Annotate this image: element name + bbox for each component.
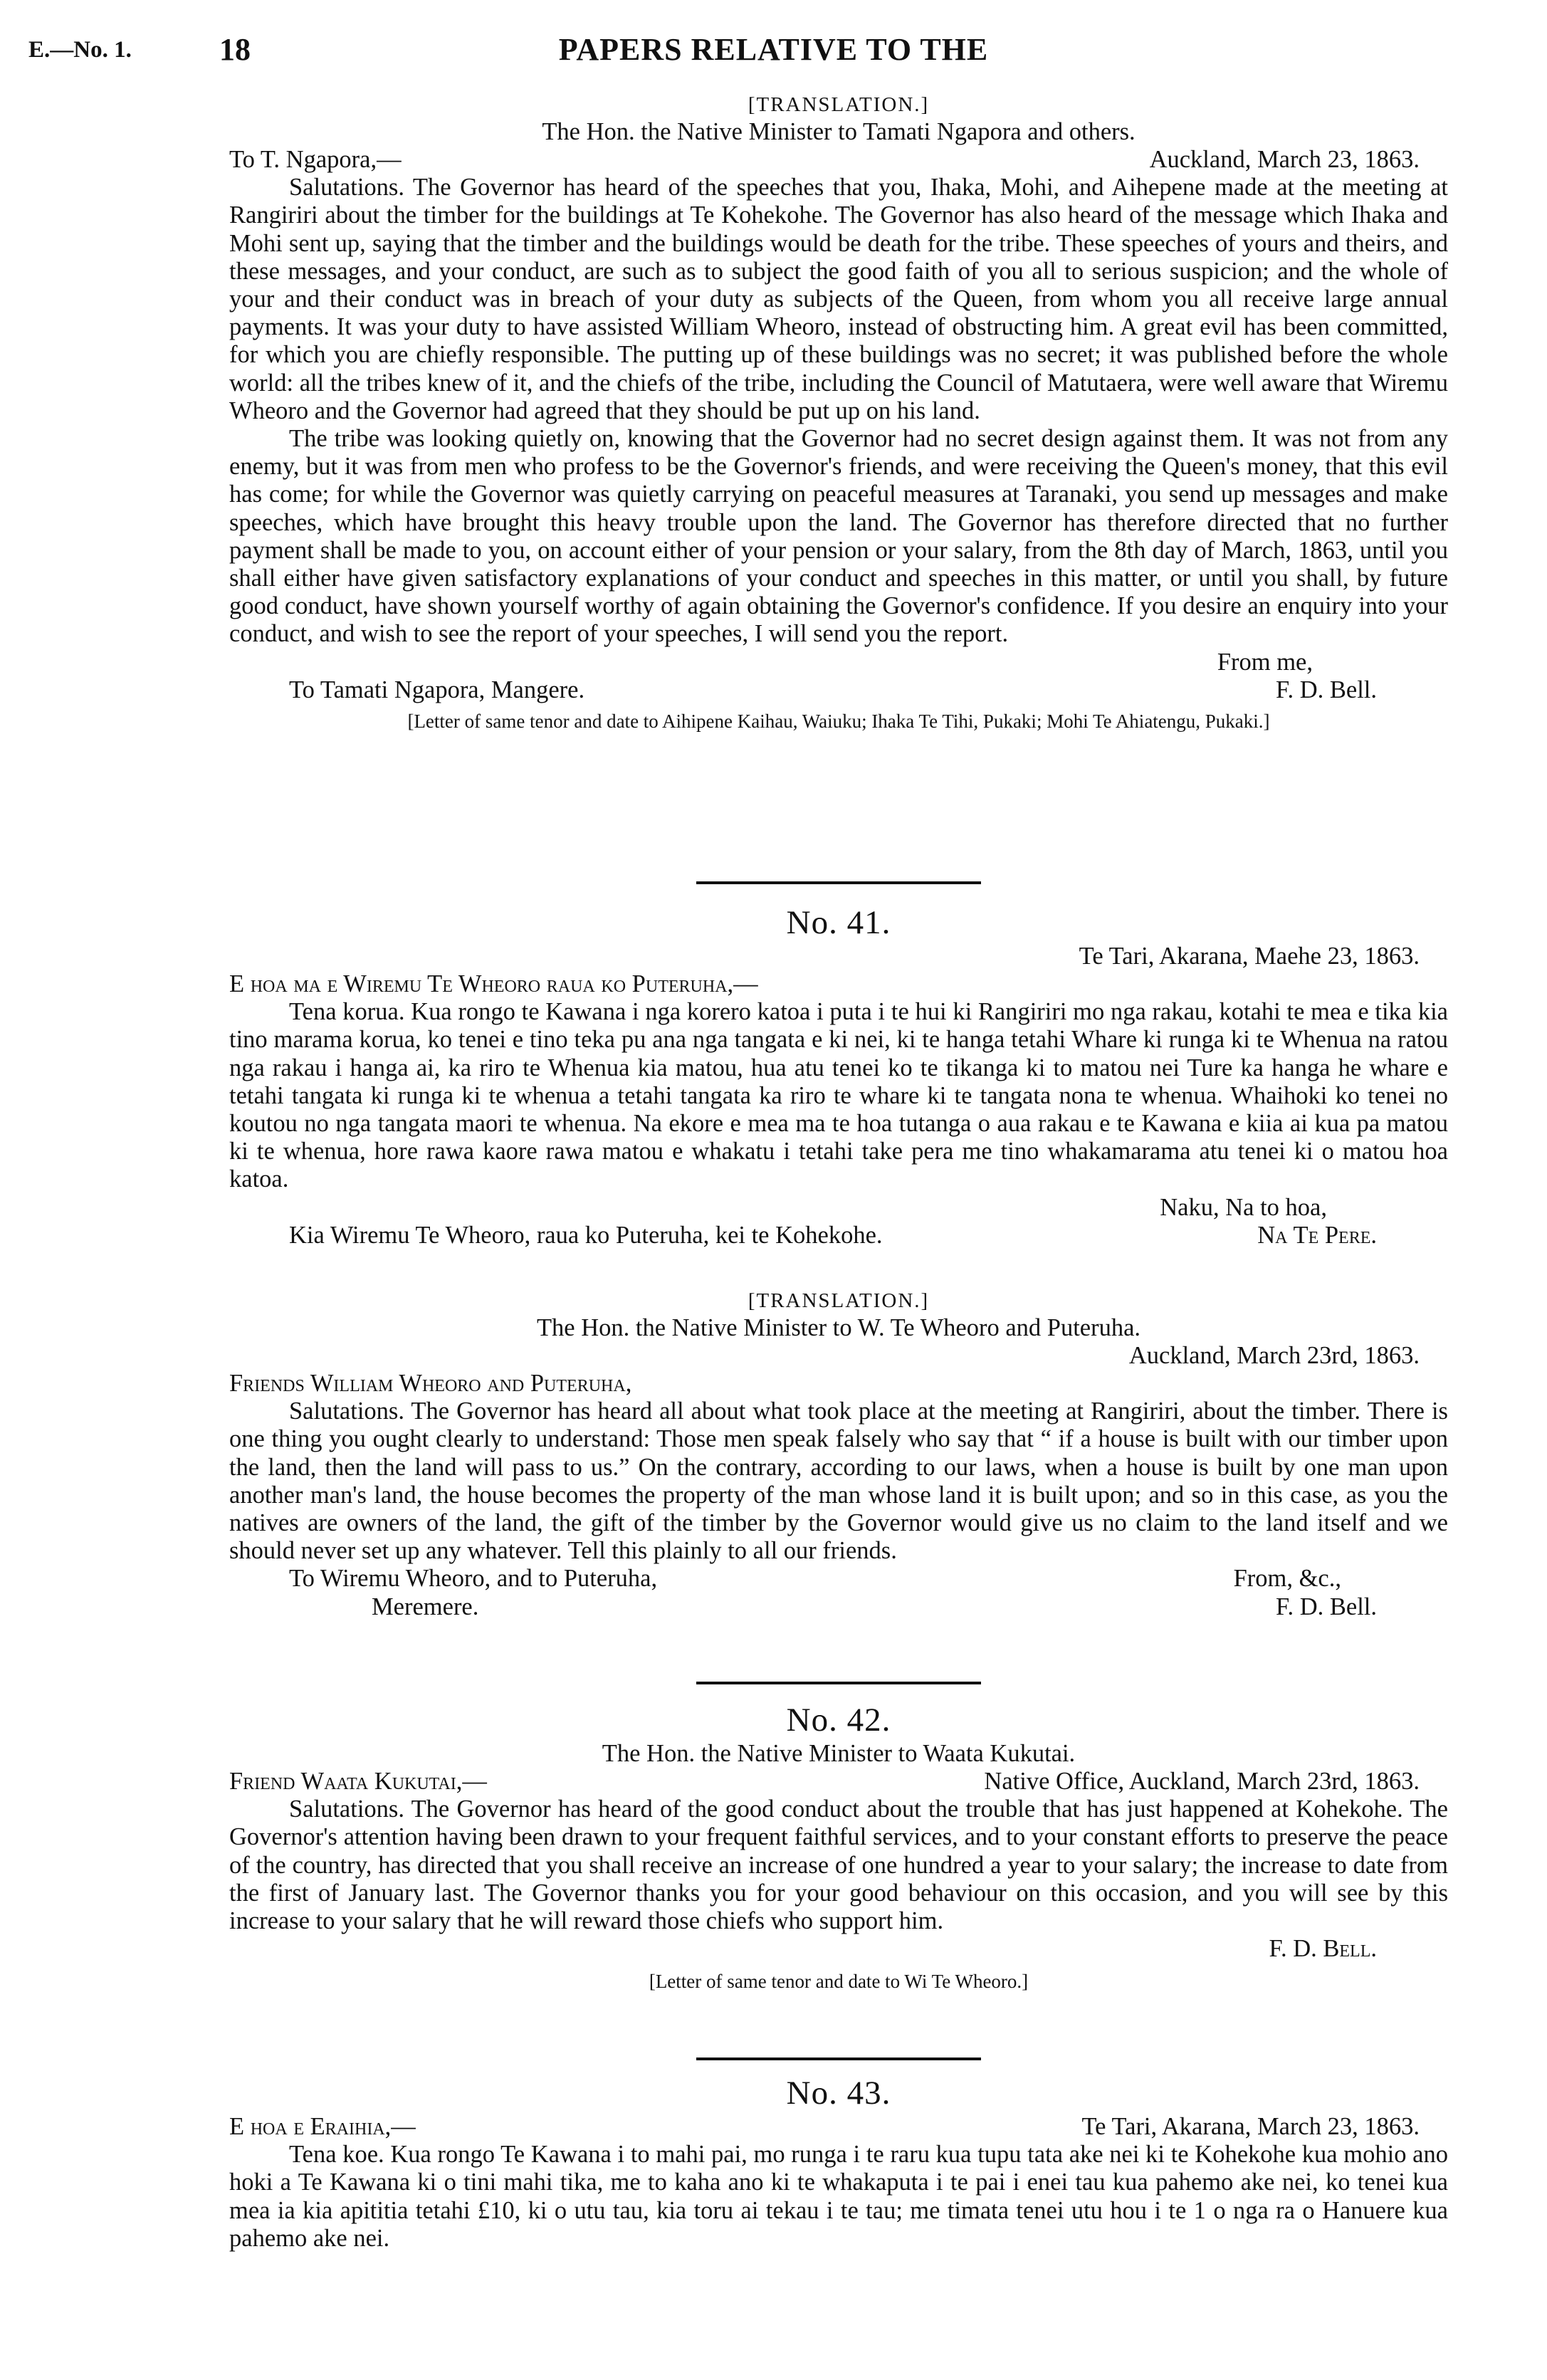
horizontal-rule (696, 1682, 981, 1684)
letter-paragraph: Tena koe. Kua rongo Te Kawana i to mahi pai, mo runga i te raru kua tupu tata ake nei ki te Kohekohe kua mohio ano hoki a Te Kawana ki o tini mahi tika, me to kaha ano ki te whakaputa i te pai i enei tau kua pahemo ake nei, ko tenei kua mea ia kia apititia tetahi £10, ki o utu tau, kia toru ai tekau i te tau; me timata tenei utu hou i te 1 o nga ra o Hanuere kua pahemo ake nei. (229, 2141, 1448, 2252)
signature: F. D. Bell. (1269, 1935, 1377, 1963)
horizontal-rule (696, 881, 981, 884)
letter-ngapora (229, 91, 1448, 734)
letter-paragraph: The tribe was looking quietly on, knowing that the Governor had no secret design against them. It was not from any enemy, but it was from men who profess to be the Governor's friends, and were receiving the Queen's money, that this evil has come; for while the Governor was quietly carrying on peaceful measures at Taranaki, you send up messages and make speeches, which have brought this heavy trouble upon the land. The Governor has therefore directed that no further payment shall be made to you, on account either of your pension or your salary, from the 8th day of March, 1863, until you shall either have given satisfactory explanations of your conduct and speeches in this matter, or until you shall, by future good conduct, have shown yourself worthy of again obtaining the Governor's confidence. If you desire an enquiry into your conduct, and wish to see the report of your speeches, I will send you the report. (229, 425, 1448, 648)
signature: F. D. Bell. (1276, 1593, 1377, 1620)
letter-no-41-translation (229, 1287, 1448, 1621)
section-rule (229, 1682, 1448, 1684)
recipient-place: Meremere. (372, 1593, 479, 1620)
address-line (229, 1768, 1448, 1796)
letter-heading: The Hon. the Native Minister to Waata Kukutai. (602, 1740, 1076, 1767)
letter-paragraph: Salutations. The Governor has heard all about what took place at the meeting at Rangiriri, about the timber. There is one thing you ought clearly to understand: Those men speak falsely who say that “ if a house is built with our timber upon the land, then the land will pass to us.” On the contrary, according to our laws, when a house is built by one man upon another man's land, the house becomes the property of the man whose land it is built upon; and so in this case, as you the natives are owners of the land, the gift of the timber by the Governor would give us no claim to the land itself and we should never set up any whatever. Tell this plainly to all our friends. (229, 1398, 1448, 1565)
place-date: Native Office, Auckland, March 23rd, 1863. (984, 1768, 1420, 1795)
letter-paragraph: Tena korua. Kua rongo te Kawana i nga korero katoa i puta i te hui ki Rangiriri mo nga rakau, kotahi te mea e tika kia tino marama korua, ko tenei e tino teka pu ana nga tangata e ki nei, ki te hanga tetahi Whare ki runga ki te Whenua na ratou nga rakau i hanga ai, ka riro te Whenua kia matou, hua atu tenei ko te tikanga ki to matou nei Ture ka hanga he whare e tetahi tangata ki runga ki te whenua a tetahi tangata ka riro te whare ki te tangata nona te whenua. Whaihoki ko tenei no koutou no nga tangata maori te whenua. Na ekore e mea ma te hoa tutanga o aua rakau e te Kawana e kiia ai kua pa matou ki te whenua, hore rawa kaore rawa matou e whakatu i tetahi take pera me tino whakamarama atu tenei ki o matou hoa katoa. (229, 998, 1448, 1193)
signature-line (229, 1222, 1448, 1249)
signature-line (229, 1935, 1448, 1963)
running-title: PAPERS RELATIVE TO THE (558, 32, 989, 67)
signature: Na Te Pere. (1257, 1221, 1377, 1249)
address-line (229, 146, 1448, 174)
place-date: Te Tari, Akarana, March 23, 1863. (1081, 2113, 1420, 2140)
translation-label: [TRANSLATION.] (748, 1289, 930, 1312)
closing-from: From, &c., (1233, 1565, 1341, 1593)
translation-label: [TRANSLATION.] (748, 93, 930, 116)
closing-line (229, 1565, 1448, 1593)
recipient: To Tamati Ngapora, Mangere. (289, 676, 585, 703)
closing-line (229, 1194, 1448, 1222)
letter-no-41 (229, 903, 1448, 1249)
signature: F. D. Bell. (1276, 676, 1377, 703)
place-date: Te Tari, Akarana, Maehe 23, 1863. (1079, 943, 1420, 970)
section-number: No. 41. (786, 904, 891, 941)
place-date-line (229, 943, 1448, 970)
closing-line (229, 649, 1448, 676)
page-header (28, 28, 1519, 78)
page-number: 18 (219, 32, 251, 67)
letter-heading: The Hon. the Native Minister to W. Te Wheoro and Puteruha. (536, 1314, 1141, 1341)
place-date: Auckland, March 23, 1863. (1149, 146, 1420, 173)
place-date-line (229, 1342, 1448, 1370)
section-number: No. 43. (786, 2075, 891, 2112)
addressee: Friends William Wheoro and Puteruha, (229, 1370, 632, 1398)
recipient: Kia Wiremu Te Wheoro, raua ko Puteruha, kei te Kohekohe. (289, 1221, 883, 1249)
addressee: Friend Waata Kukutai,— (229, 1768, 487, 1795)
letter-heading: The Hon. the Native Minister to Tamati Ngapora and others. (542, 118, 1136, 145)
tenor-note: [Letter of same tenor and date to Wi Te Wheoro.] (649, 1971, 1029, 1993)
addressee: To T. Ngapora,— (229, 146, 402, 173)
letter-paragraph: Salutations. The Governor has heard of the good conduct about the trouble that has just happened at Kohekohe. The Governor's attention having been drawn to your frequent faithful services, and to your constant efforts to preserve the peace of the country, has directed that you shall receive an increase of one hundred a year to your salary; the increase to date from the first of January last. The Governor thanks you for your good behaviour on this occasion, and you will see by this increase to your salary that he will reward those chiefs who support him. (229, 1796, 1448, 1935)
letter-no-43 (229, 2073, 1448, 2253)
tenor-note: [Letter of same tenor and date to Aihipene Kaihau, Waiuku; Ihaka Te Tihi, Pukaki; Mohi Te Ahiatengu, Pukaki.] (407, 711, 1270, 733)
section-rule (229, 2057, 1448, 2060)
section-number: No. 42. (786, 1702, 891, 1739)
addressee: E hoa ma e Wiremu Te Wheoro raua ko Puteruha,— (229, 970, 758, 998)
address-line (229, 2113, 1448, 2141)
recipient: To Wiremu Wheoro, and to Puteruha, (289, 1565, 658, 1593)
signature-line (229, 1593, 1448, 1621)
horizontal-rule (696, 2057, 981, 2060)
section-rule (229, 881, 1448, 884)
place-date: Auckland, March 23rd, 1863. (1128, 1342, 1420, 1369)
letter-paragraph: Salutations. The Governor has heard of the speeches that you, Ihaka, Mohi, and Aihepene made at the meeting at Rangiriri about the timber for the buildings at Te Kohekohe. The Governor has also heard of the message which Ihaka and Mohi sent up, saying that the timber and the buildings would be death for the tribe. These speeches of yours and theirs, and these messages, and your conduct, are such as to subject the good faith of you all to serious suspicion; and the whole of your and their conduct was in breach of your duty as subjects of the Queen, from whom you all receive large annual payments. It was your duty to have assisted William Wheoro, instead of obstructing him. A great evil has been committed, for which you are chiefly responsible. The putting up of these buildings was no secret; it was published before the whole world: all the tribes knew of it, and the chiefs of the tribe, including the Council of Matutaera, were well aware that Wiremu Wheoro and the Governor had agreed that they should be put up on his land. (229, 174, 1448, 424)
addressee: E hoa e Eraihia,— (229, 2113, 416, 2140)
signature-line (229, 676, 1448, 704)
closing-from: From me, (1217, 648, 1313, 676)
closing: Naku, Na to hoa, (1160, 1193, 1327, 1221)
letter-no-42 (229, 1700, 1448, 1994)
document-reference: E.—No. 1. (28, 37, 132, 63)
